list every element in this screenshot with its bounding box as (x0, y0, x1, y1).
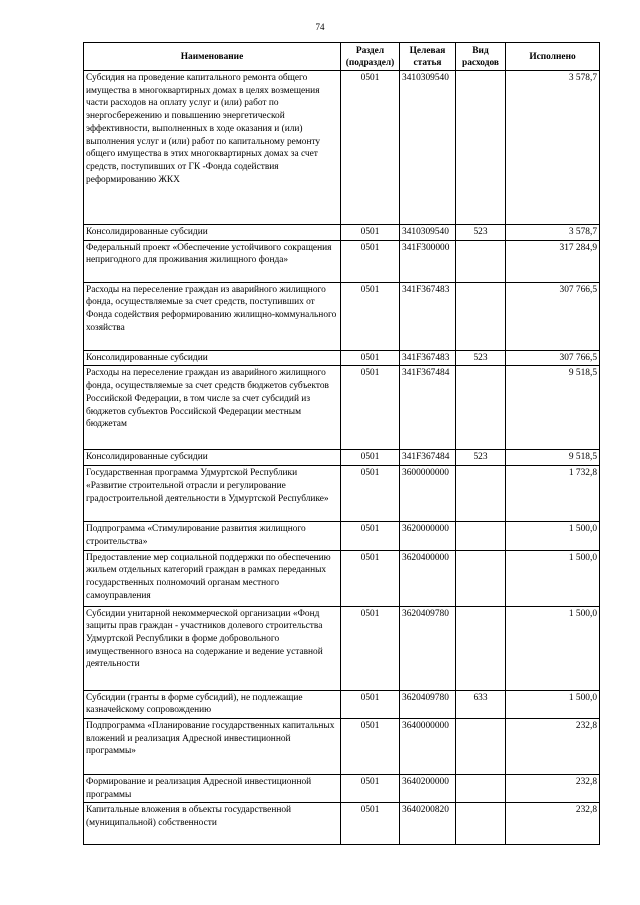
row-target: 3620409780 (400, 690, 456, 718)
row-section: 0501 (341, 606, 400, 690)
row-name: Капитальные вложения в объекты государственной (муниципальной) собственности (84, 803, 341, 845)
row-kind: 633 (456, 690, 506, 718)
table-row (84, 366, 600, 450)
row-name: Расходы на переселение граждан из аварийного жилищного фонда, осуществляемые за счет средств, поступивших от Фонда содействия реформированию жилищно-коммунального хозяйства (84, 282, 341, 350)
table-row (84, 522, 600, 550)
row-done: 1 500,0 (506, 606, 600, 690)
row-done: 3 578,7 (506, 225, 600, 241)
row-target: 3620400000 (400, 550, 456, 606)
header-kind: Вид расходов (456, 43, 506, 71)
row-target: 3600000000 (400, 466, 456, 522)
page-number: 74 (315, 22, 325, 32)
row-done: 232,8 (506, 803, 600, 845)
row-kind (456, 71, 506, 225)
row-done: 307 766,5 (506, 282, 600, 350)
row-section: 0501 (341, 466, 400, 522)
row-target: 3640000000 (400, 718, 456, 774)
row-kind (456, 606, 506, 690)
table-row (84, 774, 600, 802)
row-name: Предоставление мер социальной поддержки по обеспечению жильем отдельных категорий граждан в рамках переданных государственных полномочий органам местного самоуправления (84, 550, 341, 606)
budget-table (83, 42, 600, 845)
row-section: 0501 (341, 550, 400, 606)
row-name: Подпрограмма «Планирование государственных капитальных вложений и реализация Адресной инвестиционной программы» (84, 718, 341, 774)
table-row (84, 466, 600, 522)
row-kind (456, 240, 506, 282)
row-target: 3410309540 (400, 71, 456, 225)
row-section: 0501 (341, 774, 400, 802)
row-kind (456, 718, 506, 774)
row-target: 341F300000 (400, 240, 456, 282)
row-done: 232,8 (506, 718, 600, 774)
header-target: Целевая статья (400, 43, 456, 71)
row-name: Консолидированные субсидии (84, 225, 341, 241)
row-section: 0501 (341, 718, 400, 774)
row-name: Субсидия на проведение капитального ремонта общего имущества в многоквартирных домах в целях возмещения части расходов на оплату услуг и (или) работ по энергосбережению и повышению энергетической эффективности, выполненных в ходе оказания и (или) выполнения услуг и (или) работ по капитальному ремонту общего имущества в этих многоквартирных домах за счет средств, поступивших от ГК -Фонда содействия реформированию ЖКХ (84, 71, 341, 225)
table-row (84, 450, 600, 466)
row-section: 0501 (341, 71, 400, 225)
table-row (84, 718, 600, 774)
table-row (84, 690, 600, 718)
row-target: 3640200000 (400, 774, 456, 802)
row-done: 317 284,9 (506, 240, 600, 282)
row-name: Расходы на переселение граждан из аварийного жилищного фонда, осуществляемые за счет средств бюджетов субъектов Российской Федерации, в том числе за счет субсидий из бюджетов субъектов Российской Федерации местным бюджетам (84, 366, 341, 450)
row-target: 341F367483 (400, 350, 456, 366)
row-done: 1 500,0 (506, 522, 600, 550)
table-row (84, 550, 600, 606)
row-name: Государственная программа Удмуртской Республики «Развитие строительной отрасли и регулирование градостроительной деятельности в Удмуртской Республике» (84, 466, 341, 522)
row-done: 1 732,8 (506, 466, 600, 522)
row-done: 9 518,5 (506, 366, 600, 450)
row-section: 0501 (341, 240, 400, 282)
row-section: 0501 (341, 522, 400, 550)
row-target: 3410309540 (400, 225, 456, 241)
row-name: Подпрограмма «Стимулирование развития жилищного строительства» (84, 522, 341, 550)
table-row (84, 282, 600, 350)
table-row (84, 225, 600, 241)
row-name: Федеральный проект «Обеспечение устойчивого сокращения непригодного для проживания жилищного фонда» (84, 240, 341, 282)
row-kind (456, 466, 506, 522)
row-target: 341F367483 (400, 282, 456, 350)
row-name: Субсидии (гранты в форме субсидий), не подлежащие казначейскому сопровождению (84, 690, 341, 718)
table-header-row (84, 43, 600, 71)
row-name: Субсидии унитарной некоммерческой организации «Фонд защиты прав граждан - участников долевого строительства Удмуртской Республики в форме добровольного имущественного взноса на содержание и ведение уставной деятельности (84, 606, 341, 690)
row-done: 1 500,0 (506, 550, 600, 606)
row-name: Консолидированные субсидии (84, 450, 341, 466)
row-done: 1 500,0 (506, 690, 600, 718)
row-kind (456, 550, 506, 606)
row-kind (456, 366, 506, 450)
header-done: Исполнено (506, 43, 600, 71)
header-name: Наименование (84, 43, 341, 71)
row-done: 3 578,7 (506, 71, 600, 225)
row-kind (456, 282, 506, 350)
row-name: Формирование и реализация Адресной инвестиционной программы (84, 774, 341, 802)
row-kind: 523 (456, 450, 506, 466)
table-row (84, 71, 600, 225)
row-section: 0501 (341, 282, 400, 350)
table-row (84, 350, 600, 366)
row-target: 341F367484 (400, 450, 456, 466)
table-row (84, 240, 600, 282)
row-kind: 523 (456, 350, 506, 366)
row-target: 3620000000 (400, 522, 456, 550)
row-target: 341F367484 (400, 366, 456, 450)
row-kind: 523 (456, 225, 506, 241)
row-section: 0501 (341, 450, 400, 466)
row-target: 3620409780 (400, 606, 456, 690)
row-section: 0501 (341, 366, 400, 450)
row-done: 232,8 (506, 774, 600, 802)
row-target: 3640200820 (400, 803, 456, 845)
row-name: Консолидированные субсидии (84, 350, 341, 366)
row-kind (456, 803, 506, 845)
row-done: 9 518,5 (506, 450, 600, 466)
row-section: 0501 (341, 225, 400, 241)
row-done: 307 766,5 (506, 350, 600, 366)
row-kind (456, 774, 506, 802)
row-section: 0501 (341, 690, 400, 718)
row-kind (456, 522, 506, 550)
row-section: 0501 (341, 803, 400, 845)
table-row (84, 803, 600, 845)
table-row (84, 606, 600, 690)
header-section: Раздел (подраздел) (341, 43, 400, 71)
row-section: 0501 (341, 350, 400, 366)
